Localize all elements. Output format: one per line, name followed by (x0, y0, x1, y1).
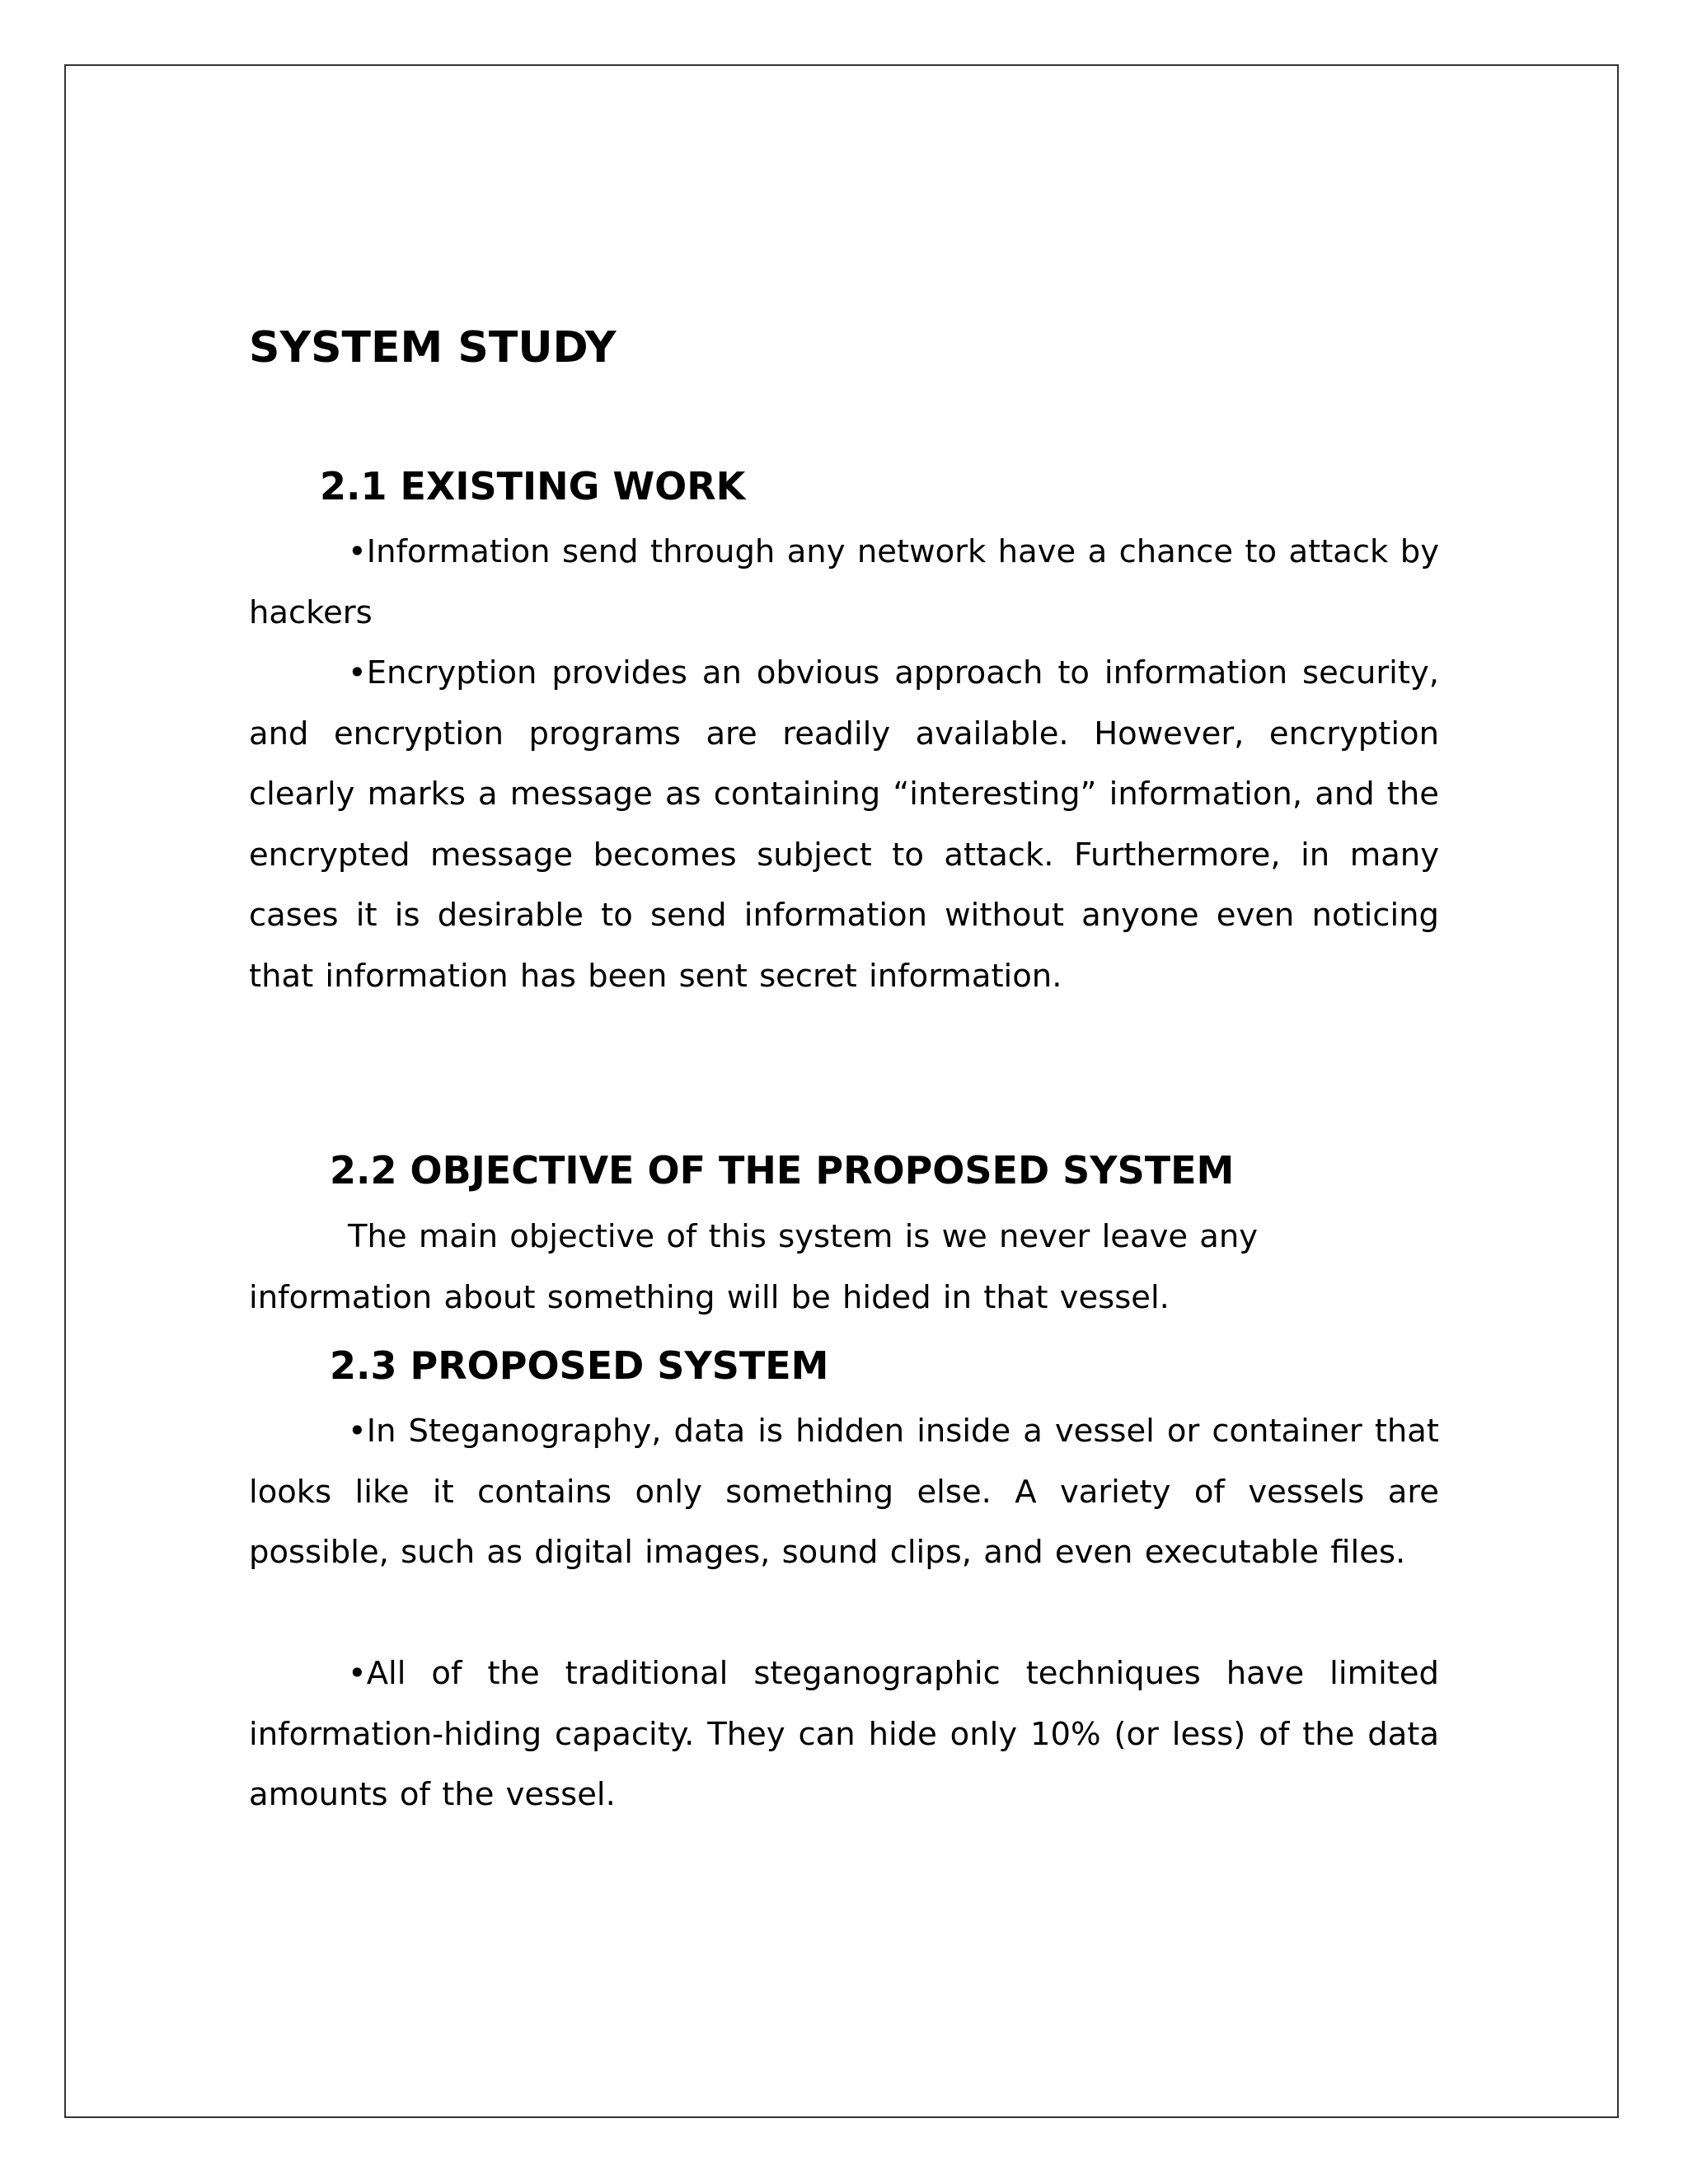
document-title: SYSTEM STUDY (249, 323, 617, 373)
section-heading-objective: 2.2 OBJECTIVE OF THE PROPOSED SYSTEM (330, 1148, 1235, 1193)
paragraph-proposed-system-2: •All of the traditional steganographic techniques have limited information-hiding capacity. They can hide only 10% (or less) of the data amounts of the vessel. (249, 1655, 1439, 1813)
section-heading-existing-work: 2.1 EXISTING WORK (320, 464, 746, 509)
paragraph-existing-work-1: •Information send through any network have a chance to attack by hackers (249, 533, 1439, 631)
section-heading-proposed-system: 2.3 PROPOSED SYSTEM (330, 1343, 829, 1388)
paragraph-objective: The main objective of this system is we never leave any information about something will be hided in that vessel. (249, 1218, 1259, 1316)
paragraph-proposed-system-1: •In Steganography, data is hidden inside a vessel or container that looks like it contains only something else. A variety of vessels are possible, such as digital images, sound clips, and even executable files. (249, 1413, 1439, 1571)
paragraph-existing-work-2: •Encryption provides an obvious approach to information security, and encryption programs are readily available. However, encryption clearly marks a message as containing “interesting” information, and the encrypted message becomes subject to attack. Furthermore, in many cases it is desirable to send information without anyone even noticing that information has been sent secret information. (249, 654, 1439, 995)
